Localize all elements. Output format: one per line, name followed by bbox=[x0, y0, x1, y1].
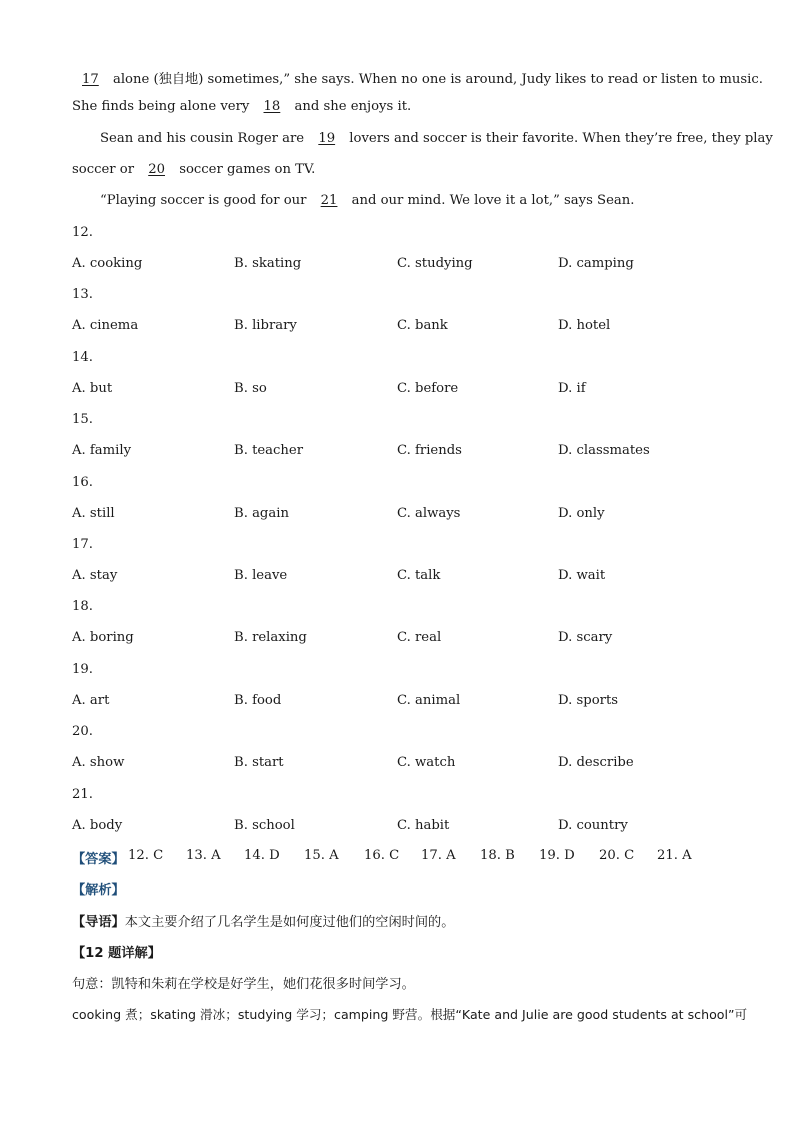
explanation-line: cooking 煮；skating 滑冰；studying 学习；camping 野营。根据“Kate and Julie are good students at school”可 bbox=[72, 1007, 748, 1022]
passage-text: alone (独自地) sometimes,” she says. When no one is around, Judy likes to read or listen to music. bbox=[108, 72, 763, 87]
option-b: B. again bbox=[234, 506, 289, 521]
blank-19: 19 bbox=[318, 131, 336, 146]
option-c: C. friends bbox=[397, 443, 462, 458]
blank-17: 17 bbox=[82, 72, 99, 87]
passage-line-2 bbox=[72, 99, 411, 114]
option-b: B. teacher bbox=[234, 443, 304, 458]
option-d: D. only bbox=[558, 506, 605, 521]
passage-line-4 bbox=[72, 162, 315, 177]
passage-text: “Playing soccer is good for our bbox=[100, 193, 311, 208]
passage-text: soccer games on TV. bbox=[175, 162, 316, 177]
option-d: D. camping bbox=[558, 256, 634, 271]
guide-label: 【导语】 bbox=[72, 915, 125, 930]
question-number: 18. bbox=[72, 599, 93, 614]
answer-item: 12. C bbox=[128, 848, 164, 863]
option-c: C. watch bbox=[397, 755, 456, 770]
option-b: B. leave bbox=[234, 568, 288, 583]
answer-item: 21. A bbox=[657, 848, 692, 863]
passage-text: and she enjoys it. bbox=[290, 99, 412, 114]
question-number: 14. bbox=[72, 350, 93, 365]
guide-text: 本文主要介绍了几名学生是如何度过他们的空闲时间的。 bbox=[124, 915, 455, 930]
option-a: A. cinema bbox=[72, 318, 139, 333]
answer-item: 18. B bbox=[480, 848, 515, 863]
passage-text: soccer or bbox=[72, 162, 139, 177]
option-d: D. scary bbox=[558, 630, 613, 645]
option-d: D. describe bbox=[558, 755, 634, 770]
option-a: A. show bbox=[72, 755, 125, 770]
passage-text: and our mind. We love it a lot,” says Sean. bbox=[347, 193, 635, 208]
analysis-label: 【解析】 bbox=[72, 883, 125, 898]
option-b: B. relaxing bbox=[234, 630, 307, 645]
answer-item: 15. A bbox=[304, 848, 339, 863]
sentence-meaning: 句意：凯特和朱莉在学校是好学生，她们花很多时间学习。 bbox=[72, 977, 415, 992]
answer-row bbox=[72, 848, 125, 867]
blank-20: 20 bbox=[148, 162, 165, 177]
option-c: C. always bbox=[397, 506, 461, 521]
passage-line-5 bbox=[100, 193, 634, 208]
option-a: A. art bbox=[72, 693, 110, 708]
answer-item: 19. D bbox=[539, 848, 575, 863]
option-c: C. animal bbox=[397, 693, 461, 708]
answer-item: 16. C bbox=[364, 848, 400, 863]
option-c: C. bank bbox=[397, 318, 448, 333]
question-number: 16. bbox=[72, 475, 93, 490]
option-b: B. school bbox=[234, 818, 295, 833]
option-b: B. library bbox=[234, 318, 297, 333]
passage-line-3 bbox=[100, 131, 773, 146]
passage-text: Sean and his cousin Roger are bbox=[100, 131, 309, 146]
question-number: 17. bbox=[72, 537, 93, 552]
question-number: 13. bbox=[72, 287, 93, 302]
passage-text: lovers and soccer is their favorite. When they’re free, they play bbox=[345, 131, 773, 146]
option-c: C. studying bbox=[397, 256, 473, 271]
option-a: A. but bbox=[72, 381, 113, 396]
detail-label: 【12 题详解】 bbox=[72, 946, 161, 961]
option-b: B. skating bbox=[234, 256, 302, 271]
question-number: 21. bbox=[72, 787, 93, 802]
option-c: C. talk bbox=[397, 568, 441, 583]
answer-item: 17. A bbox=[421, 848, 456, 863]
option-b: B. so bbox=[234, 381, 267, 396]
blank-18: 18 bbox=[263, 99, 281, 114]
option-d: D. sports bbox=[558, 693, 619, 708]
passage-text: She finds being alone very bbox=[72, 99, 254, 114]
option-d: D. wait bbox=[558, 568, 606, 583]
answer-item: 20. C bbox=[599, 848, 635, 863]
question-number: 19. bbox=[72, 662, 93, 677]
answer-item: 13. A bbox=[186, 848, 221, 863]
question-number: 12. bbox=[72, 225, 93, 240]
question-number: 20. bbox=[72, 724, 93, 739]
option-a: A. boring bbox=[72, 630, 134, 645]
option-d: D. classmates bbox=[558, 443, 650, 458]
blank-21: 21 bbox=[320, 193, 338, 208]
option-c: C. before bbox=[397, 381, 459, 396]
guide-line bbox=[72, 911, 454, 930]
answer-label: 【答案】 bbox=[72, 852, 125, 867]
option-a: A. cooking bbox=[72, 256, 143, 271]
question-number: 15. bbox=[72, 412, 93, 427]
option-a: A. family bbox=[72, 443, 132, 458]
option-b: B. food bbox=[234, 693, 282, 708]
option-a: A. body bbox=[72, 818, 123, 833]
option-d: D. hotel bbox=[558, 318, 611, 333]
option-b: B. start bbox=[234, 755, 284, 770]
option-d: D. if bbox=[558, 381, 586, 396]
answer-item: 14. D bbox=[244, 848, 280, 863]
option-d: D. country bbox=[558, 818, 628, 833]
option-c: C. real bbox=[397, 630, 442, 645]
passage-line-1 bbox=[72, 68, 763, 87]
option-a: A. stay bbox=[72, 568, 118, 583]
option-c: C. habit bbox=[397, 818, 450, 833]
option-a: A. still bbox=[72, 506, 115, 521]
